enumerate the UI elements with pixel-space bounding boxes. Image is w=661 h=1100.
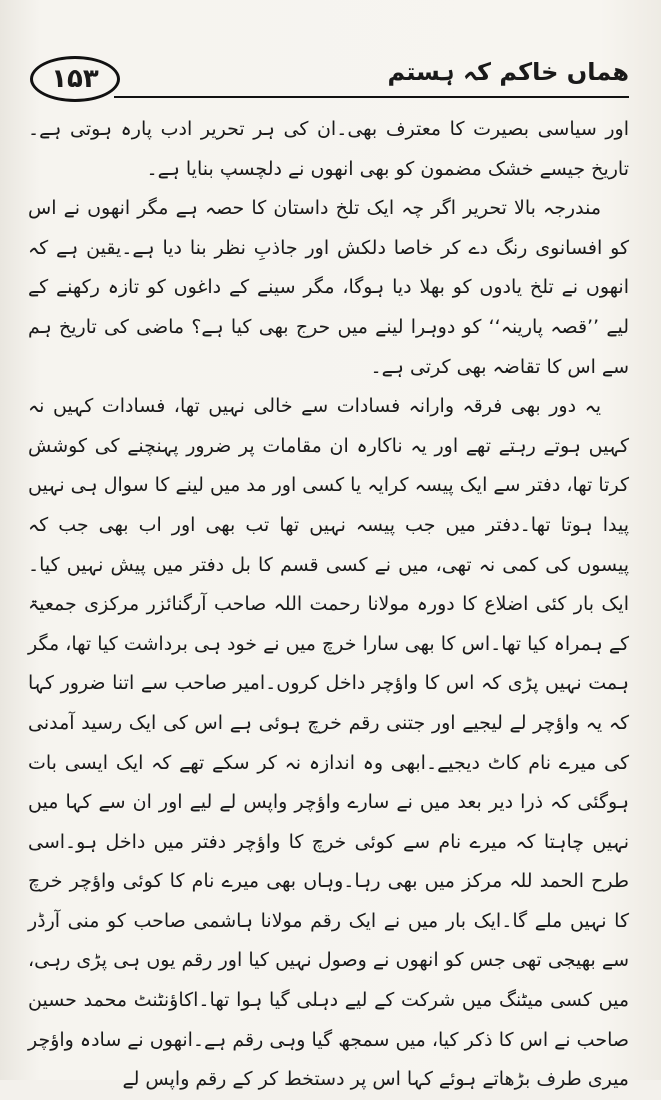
page-header bbox=[30, 56, 629, 102]
body-text bbox=[28, 110, 629, 1100]
page-number: ۱۵۳ bbox=[30, 56, 120, 102]
paragraph: یہ دور بھی فرقہ وارانہ فسادات سے خالی نہیں تھا، فسادات کہیں نہ کہیں ہوتے رہتے تھے اور یہ ناکارہ ان مقامات پر ضرور پہنچنے کی کوشش کرتا تھا، دفتر سے ایک پیسہ کرایہ یا کسی اور مد میں لینے کا سوال ہی نہیں پیدا ہوتا تھا۔دفتر میں جب پیسہ نہیں تھا تب بھی اور اب بھی جب کہ پیسوں کی کمی نہ تھی، میں نے کسی قسم کا بل دفتر میں پیش نہیں کیا۔ایک بار کئی اضلاع کا دورہ مولانا رحمت اللہ صاحب آرگنائزر مرکزی جمعیۃ کے ہمراہ کیا تھا۔اس کا بھی سارا خرچ میں نے خود ہی برداشت کیا تھا، مگر ہمت نہیں پڑی کہ اس کا واؤچر داخل کروں۔امیر صاحب سے اتنا ضرور کہا کہ یہ واؤچر لے لیجیے اور جتنی رقم خرچ ہوئی ہے اس کی ایک رسید آمدنی کی میرے نام کاٹ دیجیے۔ابھی وہ اندازہ نہ کر سکے تھے کہ ایک ایسی بات ہوگئی کہ ذرا دیر بعد میں نے سارے واؤچر واپس لے لیے اور ان سے کہا میں نہیں چاہتا کہ میرے نام سے کوئی خرچ کا واؤچر دفتر میں داخل ہو۔اسی طرح الحمد للہ مرکز میں بھی رہا۔وہاں بھی میرے نام کا کوئی واؤچر خرچ کا نہیں ملے گا۔ایک بار میں نے ایک رقم مولانا ہاشمی صاحب کو منی آرڈر سے بھیجی تھی جس کو انھوں نے وصول نہیں کیا اور رقم یوں ہی پڑی رہی، میں کسی میٹنگ میں شرکت کے لیے دہلی گیا ہوا تھا۔اکاؤنٹنٹ محمد حسین صاحب نے اس کا ذکر کیا، میں سمجھ گیا وہی رقم ہے۔انھوں نے سادہ واؤچر میری طرف بڑھاتے ہوئے کہا اس پر دستخط کر کے رقم واپس لے bbox=[28, 395, 629, 1091]
header-rule bbox=[114, 96, 629, 98]
paragraph: اور سیاسی بصیرت کا معترف بھی۔ان کی ہر تحریر ادب پارہ ہوتی ہے۔تاریخ جیسے خشک مضمون کو بھی انھوں نے دلچسپ بنایا ہے۔ bbox=[28, 118, 629, 180]
running-title: ھماں خاکم کہ ہستم bbox=[387, 58, 629, 86]
paragraph: مندرجہ بالا تحریر اگر چہ ایک تلخ داستان کا حصہ ہے مگر انھوں نے اس کو افسانوی رنگ دے کر خاصا دلکش اور جاذبِ نظر بنا دیا ہے۔یقین ہے کہ انھوں نے تلخ یادوں کو بھلا دیا ہوگا، مگر سینے کے داغوں کو تازہ رکھنے کے لیے ’’قصہ پارینہ‘‘ کو دوہرا لینے میں حرج بھی کیا ہے؟ ماضی کی تاریخ ہم سے اس کا تقاضہ بھی کرتی ہے۔ bbox=[28, 197, 629, 378]
